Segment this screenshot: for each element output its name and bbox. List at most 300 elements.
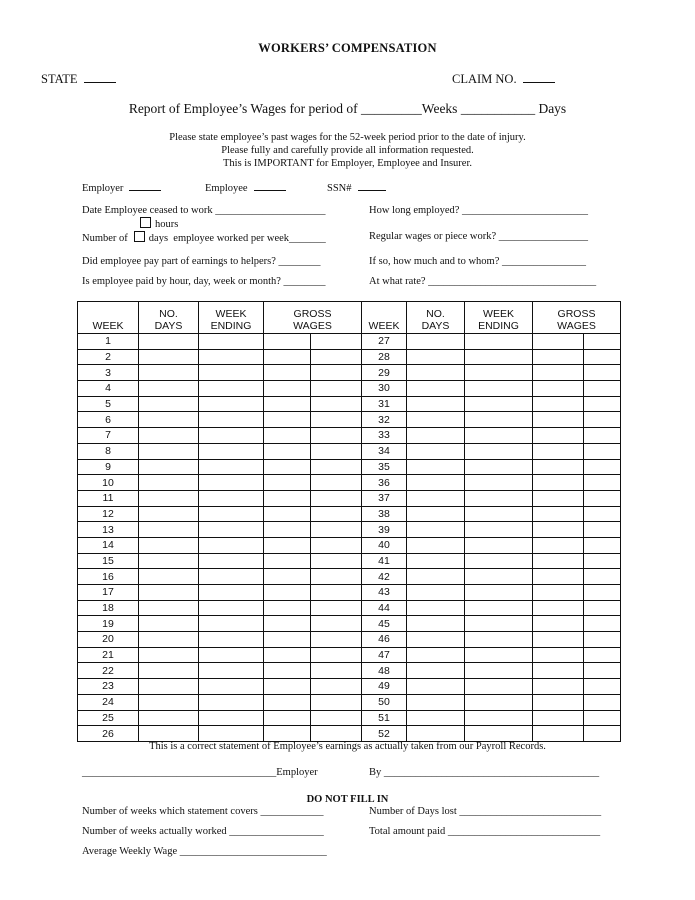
- wages-table: [77, 301, 621, 742]
- week-ending-cell[interactable]: [465, 553, 533, 569]
- gross-wages-dollars-cell[interactable]: [264, 506, 311, 522]
- table-row: [78, 694, 621, 710]
- no-days-cell[interactable]: [407, 679, 465, 695]
- no-days-cell[interactable]: [139, 459, 199, 475]
- ssn-blank[interactable]: [358, 189, 386, 191]
- week-ending-cell[interactable]: [199, 522, 264, 538]
- header-no-days: NO. DAYS: [139, 302, 199, 334]
- gross-wages-cents-cell[interactable]: [311, 694, 362, 710]
- gross-wages-dollars-cell[interactable]: [533, 632, 584, 648]
- gross-wages-cents-cell[interactable]: [311, 569, 362, 585]
- gross-wages-cents-cell[interactable]: [584, 632, 621, 648]
- gross-wages-dollars-cell[interactable]: [264, 381, 311, 397]
- week-number-cell: 49: [362, 679, 407, 695]
- no-days-cell[interactable]: [139, 585, 199, 601]
- gross-wages-cents-cell[interactable]: [584, 349, 621, 365]
- week-number-cell: 42: [362, 569, 407, 585]
- week-ending-cell[interactable]: [199, 428, 264, 444]
- state-blank[interactable]: [84, 81, 116, 83]
- gross-wages-dollars-cell[interactable]: [533, 490, 584, 506]
- employer-signature-field[interactable]: _____________________________________Employer: [82, 767, 318, 778]
- employee-field[interactable]: [205, 183, 286, 194]
- no-days-cell[interactable]: [139, 522, 199, 538]
- no-days-cell[interactable]: [407, 537, 465, 553]
- gross-wages-dollars-cell[interactable]: [264, 334, 311, 350]
- no-days-cell[interactable]: [139, 490, 199, 506]
- no-days-cell[interactable]: [407, 349, 465, 365]
- gross-wages-cents-cell[interactable]: [311, 553, 362, 569]
- week-number-cell: 31: [362, 396, 407, 412]
- date-ceased-field[interactable]: Date Employee ceased to work _____________________: [82, 205, 326, 216]
- gross-wages-dollars-cell[interactable]: [264, 475, 311, 491]
- gross-wages-dollars-cell[interactable]: [533, 600, 584, 616]
- no-days-cell[interactable]: [139, 365, 199, 381]
- state-field[interactable]: [41, 72, 116, 87]
- do-not-fill-in-title: DO NOT FILL IN: [306, 794, 389, 805]
- no-days-cell[interactable]: [139, 600, 199, 616]
- table-header-row: [78, 302, 621, 334]
- gross-wages-dollars-cell[interactable]: [533, 381, 584, 397]
- no-days-cell[interactable]: [139, 334, 199, 350]
- no-days-cell[interactable]: [139, 396, 199, 412]
- gross-wages-cents-cell[interactable]: [584, 334, 621, 350]
- gross-wages-cents-cell[interactable]: [584, 569, 621, 585]
- week-number-cell: 9: [78, 459, 139, 475]
- gross-wages-cents-cell[interactable]: [584, 663, 621, 679]
- gross-wages-dollars-cell[interactable]: [264, 600, 311, 616]
- week-ending-cell[interactable]: [199, 616, 264, 632]
- week-number-cell: 23: [78, 679, 139, 695]
- week-ending-cell[interactable]: [465, 428, 533, 444]
- week-number-cell: 44: [362, 600, 407, 616]
- no-days-cell[interactable]: [407, 459, 465, 475]
- gross-wages-cents-cell[interactable]: [584, 396, 621, 412]
- gross-wages-dollars-cell[interactable]: [264, 585, 311, 601]
- week-number-cell: 27: [362, 334, 407, 350]
- no-days-cell[interactable]: [407, 428, 465, 444]
- avg-weekly-wage-field: Average Weekly Wage ____________________________: [82, 846, 327, 857]
- gross-wages-dollars-cell[interactable]: [264, 694, 311, 710]
- no-days-cell[interactable]: [407, 365, 465, 381]
- gross-wages-dollars-cell[interactable]: [264, 647, 311, 663]
- gross-wages-dollars-cell[interactable]: [533, 334, 584, 350]
- week-ending-cell[interactable]: [465, 616, 533, 632]
- no-days-cell[interactable]: [407, 663, 465, 679]
- gross-wages-cents-cell[interactable]: [584, 459, 621, 475]
- gross-wages-dollars-cell[interactable]: [264, 396, 311, 412]
- week-ending-cell[interactable]: [199, 632, 264, 648]
- week-number-cell: 34: [362, 443, 407, 459]
- table-row: [78, 349, 621, 365]
- table-row: [78, 537, 621, 553]
- table-row: [78, 553, 621, 569]
- no-days-cell[interactable]: [407, 710, 465, 726]
- no-days-cell[interactable]: [407, 381, 465, 397]
- gross-wages-cents-cell[interactable]: [584, 585, 621, 601]
- gross-wages-cents-cell[interactable]: [311, 443, 362, 459]
- week-ending-cell[interactable]: [199, 412, 264, 428]
- week-ending-cell[interactable]: [199, 506, 264, 522]
- week-number-cell: 46: [362, 632, 407, 648]
- gross-wages-dollars-cell[interactable]: [533, 506, 584, 522]
- week-ending-cell[interactable]: [465, 694, 533, 710]
- week-number-cell: 4: [78, 381, 139, 397]
- gross-wages-cents-cell[interactable]: [311, 600, 362, 616]
- gross-wages-dollars-cell[interactable]: [264, 490, 311, 506]
- gross-wages-dollars-cell[interactable]: [533, 459, 584, 475]
- no-days-cell[interactable]: [139, 569, 199, 585]
- gross-wages-dollars-cell[interactable]: [264, 679, 311, 695]
- gross-wages-dollars-cell[interactable]: [264, 349, 311, 365]
- week-ending-cell[interactable]: [199, 679, 264, 695]
- week-ending-cell[interactable]: [465, 443, 533, 459]
- no-days-cell[interactable]: [407, 506, 465, 522]
- gross-wages-dollars-cell[interactable]: [533, 694, 584, 710]
- week-number-cell: 32: [362, 412, 407, 428]
- no-days-cell[interactable]: [407, 522, 465, 538]
- week-ending-cell[interactable]: [465, 412, 533, 428]
- table-row: [78, 600, 621, 616]
- gross-wages-dollars-cell[interactable]: [533, 522, 584, 538]
- no-days-cell[interactable]: [139, 710, 199, 726]
- gross-wages-cents-cell[interactable]: [584, 522, 621, 538]
- table-row: [78, 412, 621, 428]
- gross-wages-dollars-cell[interactable]: [533, 396, 584, 412]
- week-ending-cell[interactable]: [199, 569, 264, 585]
- no-days-cell[interactable]: [407, 490, 465, 506]
- week-ending-cell[interactable]: [465, 726, 533, 742]
- week-ending-cell[interactable]: [199, 349, 264, 365]
- week-number-cell: 16: [78, 569, 139, 585]
- claim-blank[interactable]: [523, 81, 555, 83]
- no-days-cell[interactable]: [139, 726, 199, 742]
- gross-wages-cents-cell[interactable]: [311, 506, 362, 522]
- employer-field[interactable]: [82, 183, 161, 194]
- table-row: [78, 506, 621, 522]
- no-days-cell[interactable]: [407, 569, 465, 585]
- gross-wages-cents-cell[interactable]: [584, 475, 621, 491]
- gross-wages-dollars-cell[interactable]: [264, 569, 311, 585]
- gross-wages-dollars-cell[interactable]: [533, 537, 584, 553]
- gross-wages-dollars-cell[interactable]: [533, 726, 584, 742]
- no-days-cell[interactable]: [139, 553, 199, 569]
- no-days-cell[interactable]: [407, 726, 465, 742]
- gross-wages-cents-cell[interactable]: [584, 381, 621, 397]
- gross-wages-dollars-cell[interactable]: [533, 553, 584, 569]
- header-gross-wages-right: GROSS WAGES: [533, 302, 621, 334]
- week-number-cell: 26: [78, 726, 139, 742]
- gross-wages-dollars-cell[interactable]: [533, 475, 584, 491]
- no-days-cell[interactable]: [139, 412, 199, 428]
- employer-label: Employer: [82, 183, 124, 194]
- week-ending-cell[interactable]: [465, 349, 533, 365]
- report-period-line[interactable]: Report of Employee’s Wages for period of _________Weeks ___________ Days: [128, 101, 567, 116]
- gross-wages-cents-cell[interactable]: [311, 334, 362, 350]
- table-row: [78, 443, 621, 459]
- hours-checkbox[interactable]: [140, 217, 151, 228]
- days-lost-field: Number of Days lost ___________________________: [369, 806, 602, 817]
- gross-wages-dollars-cell[interactable]: [533, 428, 584, 444]
- week-number-cell: 13: [78, 522, 139, 538]
- hours-option[interactable]: [132, 217, 178, 230]
- week-ending-cell[interactable]: [465, 334, 533, 350]
- gross-wages-dollars-cell[interactable]: [533, 443, 584, 459]
- gross-wages-cents-cell[interactable]: [311, 349, 362, 365]
- week-number-cell: 51: [362, 710, 407, 726]
- gross-wages-dollars-cell[interactable]: [264, 726, 311, 742]
- week-ending-cell[interactable]: [199, 585, 264, 601]
- no-days-cell[interactable]: [407, 475, 465, 491]
- no-days-cell[interactable]: [407, 334, 465, 350]
- gross-wages-cents-cell[interactable]: [311, 475, 362, 491]
- week-ending-cell[interactable]: [465, 537, 533, 553]
- gross-wages-dollars-cell[interactable]: [533, 647, 584, 663]
- week-ending-cell[interactable]: [199, 459, 264, 475]
- week-ending-cell[interactable]: [199, 381, 264, 397]
- week-ending-cell[interactable]: [199, 726, 264, 742]
- no-days-cell[interactable]: [407, 632, 465, 648]
- gross-wages-cents-cell[interactable]: [311, 412, 362, 428]
- gross-wages-cents-cell[interactable]: [584, 726, 621, 742]
- week-ending-cell[interactable]: [199, 647, 264, 663]
- gross-wages-cents-cell[interactable]: [311, 710, 362, 726]
- regular-wages-field[interactable]: Regular wages or piece work? _________________: [369, 231, 588, 242]
- no-days-cell[interactable]: [139, 349, 199, 365]
- table-row: [78, 428, 621, 444]
- week-ending-cell[interactable]: [199, 443, 264, 459]
- week-number-cell: 5: [78, 396, 139, 412]
- week-ending-cell[interactable]: [465, 365, 533, 381]
- weeks-worked-field: Number of weeks actually worked __________________: [82, 826, 324, 837]
- table-row: [78, 396, 621, 412]
- week-number-cell: 48: [362, 663, 407, 679]
- rate-field[interactable]: At what rate? ________________________________: [369, 276, 597, 287]
- gross-wages-dollars-cell[interactable]: [264, 663, 311, 679]
- table-row: [78, 663, 621, 679]
- week-number-cell: 39: [362, 522, 407, 538]
- week-number-cell: 52: [362, 726, 407, 742]
- paid-by-field[interactable]: Is employee paid by hour, day, week or month? ________: [82, 276, 326, 287]
- week-ending-cell[interactable]: [465, 600, 533, 616]
- no-days-cell[interactable]: [139, 475, 199, 491]
- gross-wages-cents-cell[interactable]: [311, 647, 362, 663]
- header-week-ending-right: WEEK ENDING: [465, 302, 533, 334]
- no-days-cell[interactable]: [139, 428, 199, 444]
- claim-label: CLAIM NO.: [452, 72, 517, 86]
- week-number-cell: 3: [78, 365, 139, 381]
- no-days-cell[interactable]: [139, 663, 199, 679]
- week-ending-cell[interactable]: [199, 663, 264, 679]
- gross-wages-cents-cell[interactable]: [584, 506, 621, 522]
- week-ending-cell[interactable]: [199, 553, 264, 569]
- gross-wages-cents-cell[interactable]: [311, 396, 362, 412]
- table-row: [78, 726, 621, 742]
- table-row: [78, 490, 621, 506]
- week-ending-cell[interactable]: [199, 334, 264, 350]
- gross-wages-dollars-cell[interactable]: [533, 412, 584, 428]
- week-ending-cell[interactable]: [465, 522, 533, 538]
- claim-field[interactable]: [452, 72, 555, 87]
- gross-wages-dollars-cell[interactable]: [264, 632, 311, 648]
- no-days-cell[interactable]: [139, 616, 199, 632]
- week-ending-cell[interactable]: [465, 585, 533, 601]
- week-number-cell: 21: [78, 647, 139, 663]
- week-ending-cell[interactable]: [199, 396, 264, 412]
- gross-wages-dollars-cell[interactable]: [533, 365, 584, 381]
- gross-wages-dollars-cell[interactable]: [264, 459, 311, 475]
- gross-wages-cents-cell[interactable]: [311, 490, 362, 506]
- week-ending-cell[interactable]: [465, 475, 533, 491]
- week-number-cell: 29: [362, 365, 407, 381]
- ssn-field[interactable]: [327, 183, 386, 194]
- week-number-cell: 36: [362, 475, 407, 491]
- week-number-cell: 2: [78, 349, 139, 365]
- by-signature-field[interactable]: By _________________________________________: [369, 767, 600, 778]
- gross-wages-cents-cell[interactable]: [584, 365, 621, 381]
- gross-wages-dollars-cell[interactable]: [264, 428, 311, 444]
- gross-wages-cents-cell[interactable]: [311, 616, 362, 632]
- no-days-cell[interactable]: [407, 585, 465, 601]
- week-number-cell: 43: [362, 585, 407, 601]
- gross-wages-dollars-cell[interactable]: [264, 412, 311, 428]
- no-days-cell[interactable]: [139, 694, 199, 710]
- gross-wages-cents-cell[interactable]: [311, 459, 362, 475]
- week-ending-cell[interactable]: [465, 710, 533, 726]
- week-ending-cell[interactable]: [199, 365, 264, 381]
- days-label: days: [148, 233, 169, 244]
- gross-wages-cents-cell[interactable]: [311, 632, 362, 648]
- week-number-cell: 50: [362, 694, 407, 710]
- gross-wages-cents-cell[interactable]: [584, 600, 621, 616]
- gross-wages-cents-cell[interactable]: [584, 679, 621, 695]
- no-days-cell[interactable]: [407, 600, 465, 616]
- week-ending-cell[interactable]: [199, 694, 264, 710]
- no-days-cell[interactable]: [407, 553, 465, 569]
- payroll-statement: This is a correct statement of Employee’s earnings as actually taken from our Payroll Records.: [149, 741, 546, 752]
- week-number-cell: 7: [78, 428, 139, 444]
- employer-blank[interactable]: [129, 189, 161, 191]
- no-days-cell[interactable]: [139, 537, 199, 553]
- gross-wages-dollars-cell[interactable]: [533, 569, 584, 585]
- gross-wages-cents-cell[interactable]: [311, 522, 362, 538]
- gross-wages-cents-cell[interactable]: [584, 443, 621, 459]
- no-days-cell[interactable]: [139, 632, 199, 648]
- gross-wages-cents-cell[interactable]: [311, 381, 362, 397]
- gross-wages-cents-cell[interactable]: [584, 553, 621, 569]
- table-row: [78, 632, 621, 648]
- gross-wages-dollars-cell[interactable]: [264, 522, 311, 538]
- gross-wages-cents-cell[interactable]: [311, 537, 362, 553]
- no-days-cell[interactable]: [407, 647, 465, 663]
- gross-wages-cents-cell[interactable]: [311, 428, 362, 444]
- week-ending-cell[interactable]: [199, 475, 264, 491]
- gross-wages-cents-cell[interactable]: [584, 537, 621, 553]
- week-ending-cell[interactable]: [465, 490, 533, 506]
- week-ending-cell[interactable]: [465, 459, 533, 475]
- week-number-cell: 40: [362, 537, 407, 553]
- week-ending-cell[interactable]: [465, 647, 533, 663]
- gross-wages-dollars-cell[interactable]: [533, 349, 584, 365]
- table-row: [78, 585, 621, 601]
- table-row: [78, 365, 621, 381]
- how-long-field[interactable]: How long employed? ________________________: [369, 205, 589, 216]
- gross-wages-dollars-cell[interactable]: [264, 537, 311, 553]
- no-days-cell[interactable]: [139, 443, 199, 459]
- no-days-cell[interactable]: [139, 381, 199, 397]
- gross-wages-cents-cell[interactable]: [584, 710, 621, 726]
- week-ending-cell[interactable]: [465, 632, 533, 648]
- gross-wages-cents-cell[interactable]: [584, 694, 621, 710]
- gross-wages-cents-cell[interactable]: [311, 679, 362, 695]
- gross-wages-dollars-cell[interactable]: [264, 365, 311, 381]
- table-row: [78, 679, 621, 695]
- no-days-cell[interactable]: [407, 396, 465, 412]
- no-days-cell[interactable]: [407, 616, 465, 632]
- no-days-cell[interactable]: [407, 412, 465, 428]
- gross-wages-dollars-cell[interactable]: [264, 443, 311, 459]
- days-checkbox[interactable]: [134, 231, 145, 242]
- week-ending-cell[interactable]: [199, 537, 264, 553]
- instruction-line-2: Please fully and carefully provide all information requested.: [221, 145, 474, 156]
- gross-wages-cents-cell[interactable]: [311, 365, 362, 381]
- no-days-cell[interactable]: [139, 647, 199, 663]
- no-days-cell[interactable]: [407, 443, 465, 459]
- week-ending-cell[interactable]: [465, 569, 533, 585]
- gross-wages-dollars-cell[interactable]: [264, 710, 311, 726]
- gross-wages-cents-cell[interactable]: [584, 616, 621, 632]
- week-ending-cell[interactable]: [465, 679, 533, 695]
- number-of-row: [82, 231, 326, 244]
- gross-wages-cents-cell[interactable]: [584, 490, 621, 506]
- gross-wages-dollars-cell[interactable]: [533, 616, 584, 632]
- helpers-field[interactable]: Did employee pay part of earnings to helpers? ________: [82, 256, 321, 267]
- week-number-cell: 30: [362, 381, 407, 397]
- week-number-cell: 6: [78, 412, 139, 428]
- no-days-cell[interactable]: [407, 694, 465, 710]
- gross-wages-dollars-cell[interactable]: [533, 710, 584, 726]
- worked-per-week-field[interactable]: employee worked per week_______: [173, 233, 326, 244]
- whom-field[interactable]: If so, how much and to whom? ________________: [369, 256, 586, 267]
- no-days-cell[interactable]: [139, 506, 199, 522]
- week-ending-cell[interactable]: [465, 381, 533, 397]
- gross-wages-cents-cell[interactable]: [311, 663, 362, 679]
- week-number-cell: 18: [78, 600, 139, 616]
- employee-blank[interactable]: [254, 189, 286, 191]
- gross-wages-cents-cell[interactable]: [584, 428, 621, 444]
- gross-wages-dollars-cell[interactable]: [533, 679, 584, 695]
- week-ending-cell[interactable]: [199, 600, 264, 616]
- week-ending-cell[interactable]: [199, 490, 264, 506]
- gross-wages-cents-cell[interactable]: [584, 647, 621, 663]
- gross-wages-cents-cell[interactable]: [311, 585, 362, 601]
- week-ending-cell[interactable]: [465, 663, 533, 679]
- week-number-cell: 11: [78, 490, 139, 506]
- week-ending-cell[interactable]: [465, 396, 533, 412]
- table-row: [78, 475, 621, 491]
- gross-wages-dollars-cell[interactable]: [264, 553, 311, 569]
- gross-wages-dollars-cell[interactable]: [264, 616, 311, 632]
- gross-wages-cents-cell[interactable]: [311, 726, 362, 742]
- gross-wages-dollars-cell[interactable]: [533, 585, 584, 601]
- week-ending-cell[interactable]: [199, 710, 264, 726]
- employee-label: Employee: [205, 183, 248, 194]
- week-ending-cell[interactable]: [465, 506, 533, 522]
- week-number-cell: 37: [362, 490, 407, 506]
- week-number-cell: 17: [78, 585, 139, 601]
- gross-wages-cents-cell[interactable]: [584, 412, 621, 428]
- gross-wages-dollars-cell[interactable]: [533, 663, 584, 679]
- no-days-cell[interactable]: [139, 679, 199, 695]
